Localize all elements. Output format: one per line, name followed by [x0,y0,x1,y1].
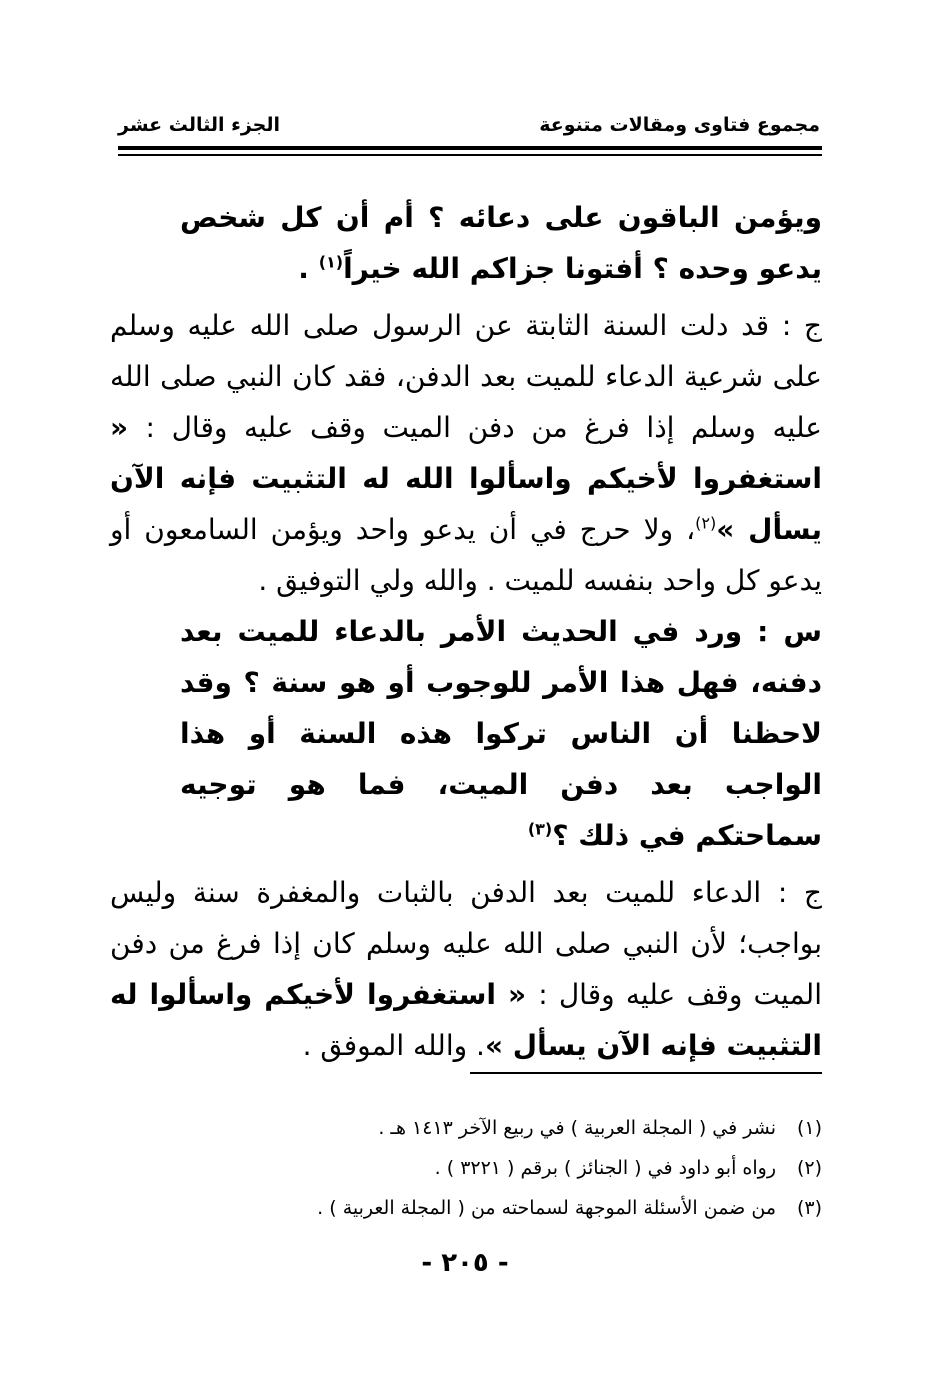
running-header [118,110,820,142]
footnotes [122,1108,822,1228]
footnote: (١)نشر في ( المجلة العربية ) في ربيع الآخر ١٤١٣ هـ . [378,1117,822,1139]
question-continuation: ويؤمن الباقون على دعائه ؟ أم أن كل شخص يدعو وحده ؟ أفتونا جزاكم الله خيراً$^{(١)}$ . [180,201,822,285]
footnote: (٣)من ضمن الأسئلة الموجهة لسماحته من ( المجلة العربية ) . [317,1197,822,1219]
header-rule-thin [118,154,822,156]
footnote-ref-3: (٣) [527,819,553,839]
volume-label: الجزء الثالث عشر [118,114,281,136]
hadith-quote-2: « استغفروا لأخيكم واسألوا له التثبيت فإنه الآن يسأل » [110,978,822,1062]
question-2: س : ورد في الحديث الأمر بالدعاء للميت بعد دفنه، فهل هذا الأمر للوجوب أو هو سنة ؟ وقد لاحظنا أن الناس تركوا هذه السنة أو هذا الواجب بعد دفن الميت، فما هو توجيه سماحتكم في ذلك ؟$^{(٣)}$ [180,615,822,852]
answer-1: ج : قد دلت السنة الثابتة عن الرسول صلى الله عليه وسلم على شرعية الدعاء للميت بعد الدفن، فقد كان النبي صلى الله عليه وسلم إذا فرغ من دفن الميت وقف عليه وقال : « استغفروا لأخيكم واسألوا الله له التثبيت فإنه الآن يسأل »$^{(٢)}$، ولا حرج في أن يدعو واحد ويؤمن السامعون أو يدعو كل واحد بنفسه للميت . والله ولي التوفيق . [110,309,823,597]
page-number: - ٢٠٥ - [421,1248,509,1278]
footnote-separator [470,1072,822,1074]
hadith-quote-1: « استغفروا لأخيكم واسألوا الله له التثبيت فإنه الآن يسأل » [110,411,823,546]
book-title: مجموع فتاوى ومقالات متنوعة [539,114,820,136]
answer-2: ج : الدعاء للميت بعد الدفن بالثبات والمغفرة سنة وليس بواجب؛ لأن النبي صلى الله عليه وسلم كان إذا فرغ من دفن الميت وقف عليه وقال : « استغفروا لأخيكم واسألوا له التثبيت فإنه الآن يسأل ». والله الموفق . [110,876,822,1062]
footnote-ref-1: (١) [318,252,344,272]
footnote: (٢)رواه أبو داود في ( الجنائز ) برقم ( ٣٢٢١ ) . [434,1157,822,1179]
header-rule-thick [118,146,822,150]
footnote-ref-2: (٢) [695,513,717,533]
main-text [110,192,822,1071]
